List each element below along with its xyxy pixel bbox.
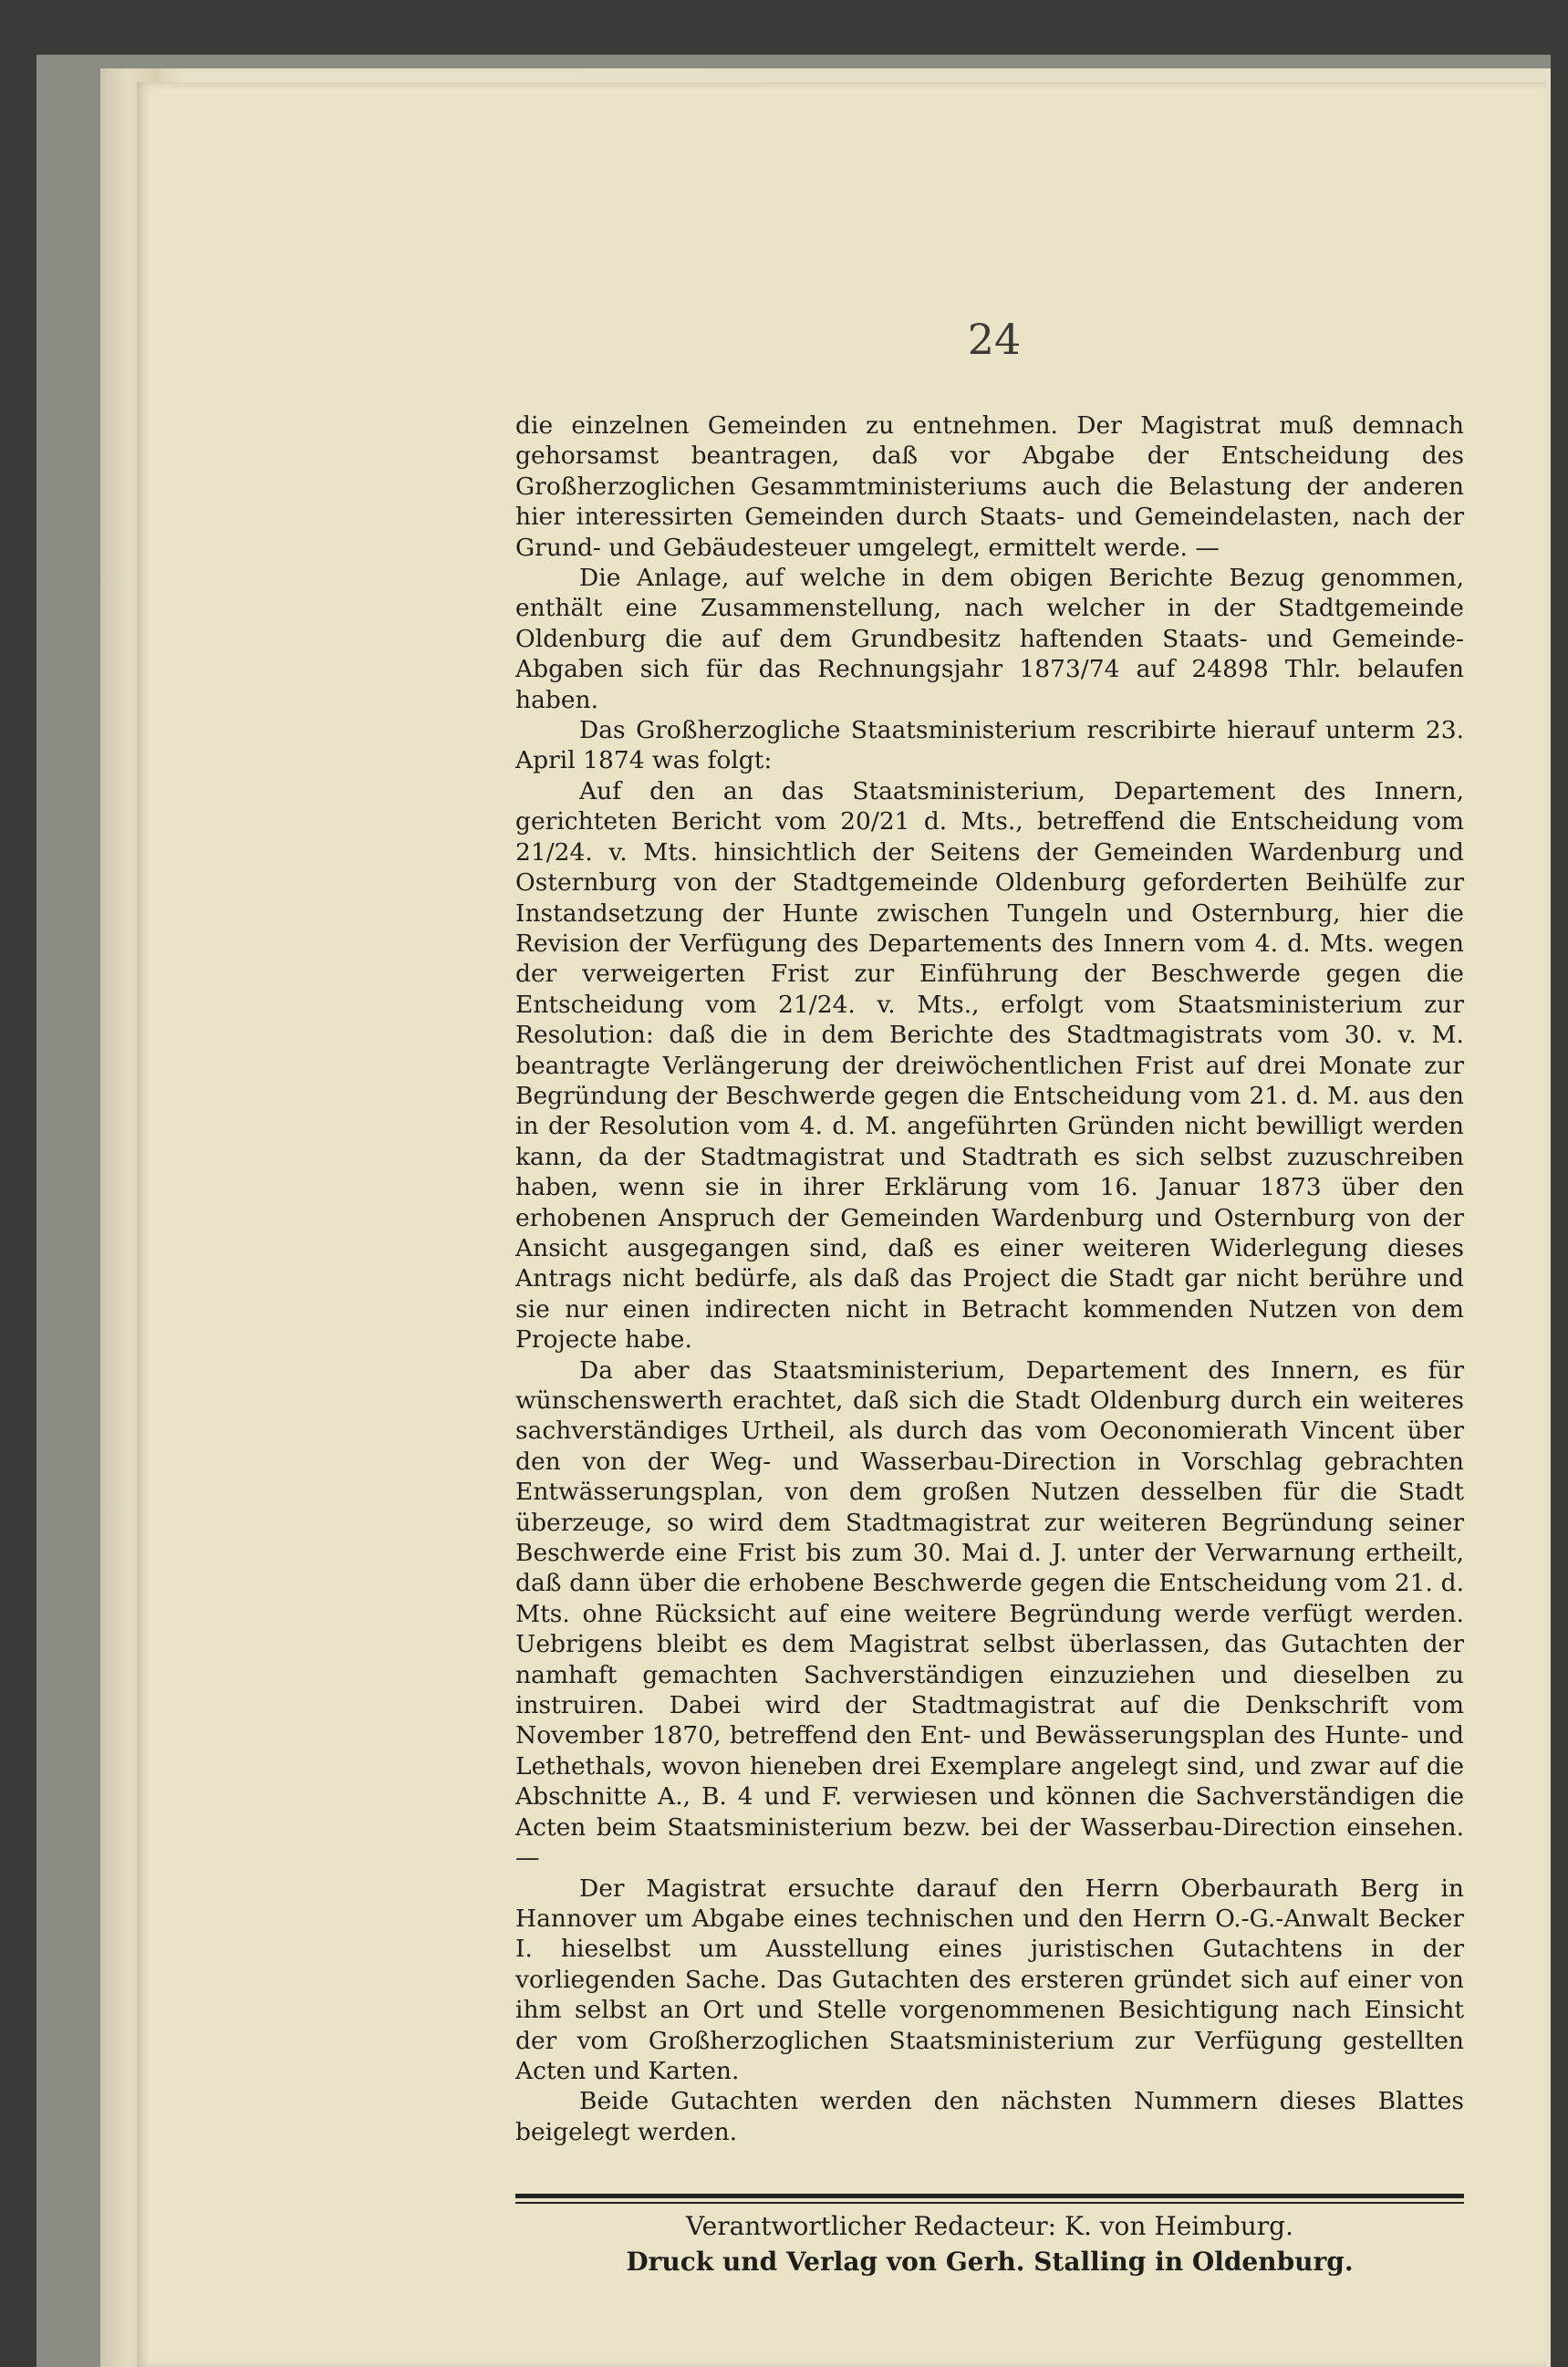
editor-line: Verantwortlicher Redacteur: K. von Heimburg. xyxy=(685,2211,1294,2241)
paragraph: Der Magistrat ersuchte darauf den Herrn Oberbaurath Berg in Hannover um Abgabe eines technischen und den Herrn O.-G.-Anwalt Becker I. hieselbst um Ausstellung eines juristischen Gutachtens in der vorliegenden Sache. Das Gutachten des ersteren gründet sich auf einer von ihm selbst an Ort und Stelle vorgenommenen Besichtigung nach Einsicht der vom Großherzoglichen Staatsministerium zur Verfügung gestellten Acten und Karten. xyxy=(515,1874,1464,2085)
printer-line: Druck und Verlag von Gerh. Stalling in Oldenburg. xyxy=(626,2247,1354,2277)
paragraph: die einzelnen Gemeinden zu entnehmen. Der Magistrat muß demnach gehorsamst beantragen, daß vor Abgabe der Entscheidung des Großherzoglichen Gesammtministeriums auch die Belastung der anderen hier interessirten Gemeinden durch Staats- und Gemeindelasten, nach der Grund- und Gebäudesteuer umgelegt, ermittelt werde. — xyxy=(515,411,1464,562)
footer-rule-thin xyxy=(515,2202,1464,2204)
paragraph: Das Großherzogliche Staatsministerium rescribirte hierauf unterm 23. April 1874 was folgt: xyxy=(515,716,1464,775)
paragraph: Da aber das Staatsministerium, Departement des Innern, es für wünschenswerth erachtet, daß sich die Stadt Oldenburg durch ein weiteres sachverständiges Urtheil, als durch das vom Oeconomierath Vincent über den von der Weg- und Wasserbau-Direction in Vorschlag gebrachten Entwässerungsplan, von dem großen Nutzen desselben für die Stadt überzeuge, so wird dem Stadtmagistrat zur weiteren Begründung seiner Beschwerde eine Frist bis zum 30. Mai d. J. unter der Verwarnung ertheilt, daß dann über die erhobene Beschwerde gegen die Entscheidung vom 21. d. Mts. ohne Rücksicht auf eine weitere Begründung werde verfügt werden. Uebrigens bleibt es dem Magistrat selbst überlassen, das Gutachten der namhaft gemachten Sachverständigen einzuziehen und dieselben zu instruiren. Dabei wird der Stadtmagistrat auf die Denkschrift vom November 1870, betreffend den Ent- und Bewässerungsplan des Hunte- und Lethethals, wovon hieneben drei Exemplare angelegt sind, und zwar auf die Abschnitte A., B. 4 und F. verwiesen und können die Sachverständigen die Acten beim Staatsministerium bezw. bei der Wasserbau-Direction einsehen. — xyxy=(515,1355,1464,1873)
paragraph: Die Anlage, auf welche in dem obigen Berichte Bezug genommen, enthält eine Zusammenstellung, nach welcher in der Stadtgemeinde Oldenburg die auf dem Grundbesitz haftenden Staats- und Gemeinde-Abgaben sich für das Rechnungsjahr 1873/74 auf 24898 Thlr. belaufen haben. xyxy=(515,564,1464,714)
paragraph: Auf den an das Staatsministerium, Departement des Innern, gerichteten Bericht vom 20/21 d. Mts., betreffend die Entscheidung vom 21/24. v. Mts. hinsichtlich der Seitens der Gemeinden Wardenburg und Osternburg von der Stadtgemeinde Oldenburg geforderten Beihülfe zur Instandsetzung der Hunte zwischen Tungeln und Osternburg, hier die Revision der Verfügung des Departements des Innern vom 4. d. Mts. wegen der verweigerten Frist zur Einführung der Beschwerde gegen die Entscheidung vom 21/24. v. Mts., erfolgt vom Staatsministerium zur Resolution: daß die in dem Berichte des Stadtmagistrats vom 30. v. M. beantragte Verlängerung der dreiwöchentlichen Frist auf drei Monate zur Begründung der Beschwerde gegen die Entscheidung vom 21. d. M. aus den in der Resolution vom 4. d. M. angeführten Gründen nicht bewilligt werden kann, da der Stadtmagistrat und Stadtrath es sich selbst zuzuschreiben haben, wenn sie in ihrer Erklärung vom 16. Januar 1873 über den erhobenen Anspruch der Gemeinden Wardenburg und Osternburg von der Ansicht ausgegangen sind, daß es einer weiteren Widerlegung dieses Antrags nicht bedürfe, als daß das Project die Stadt gar nicht berühre und sie nur einen indirecten nicht in Betracht kommenden Nutzen von dem Projecte habe. xyxy=(515,776,1464,1355)
page-number: 24 xyxy=(967,315,1022,364)
body-text xyxy=(515,410,1464,2147)
paragraph: Beide Gutachten werden den nächsten Nummern dieses Blattes beigelegt werden. xyxy=(515,2087,1464,2146)
footer-rule xyxy=(515,2194,1464,2198)
